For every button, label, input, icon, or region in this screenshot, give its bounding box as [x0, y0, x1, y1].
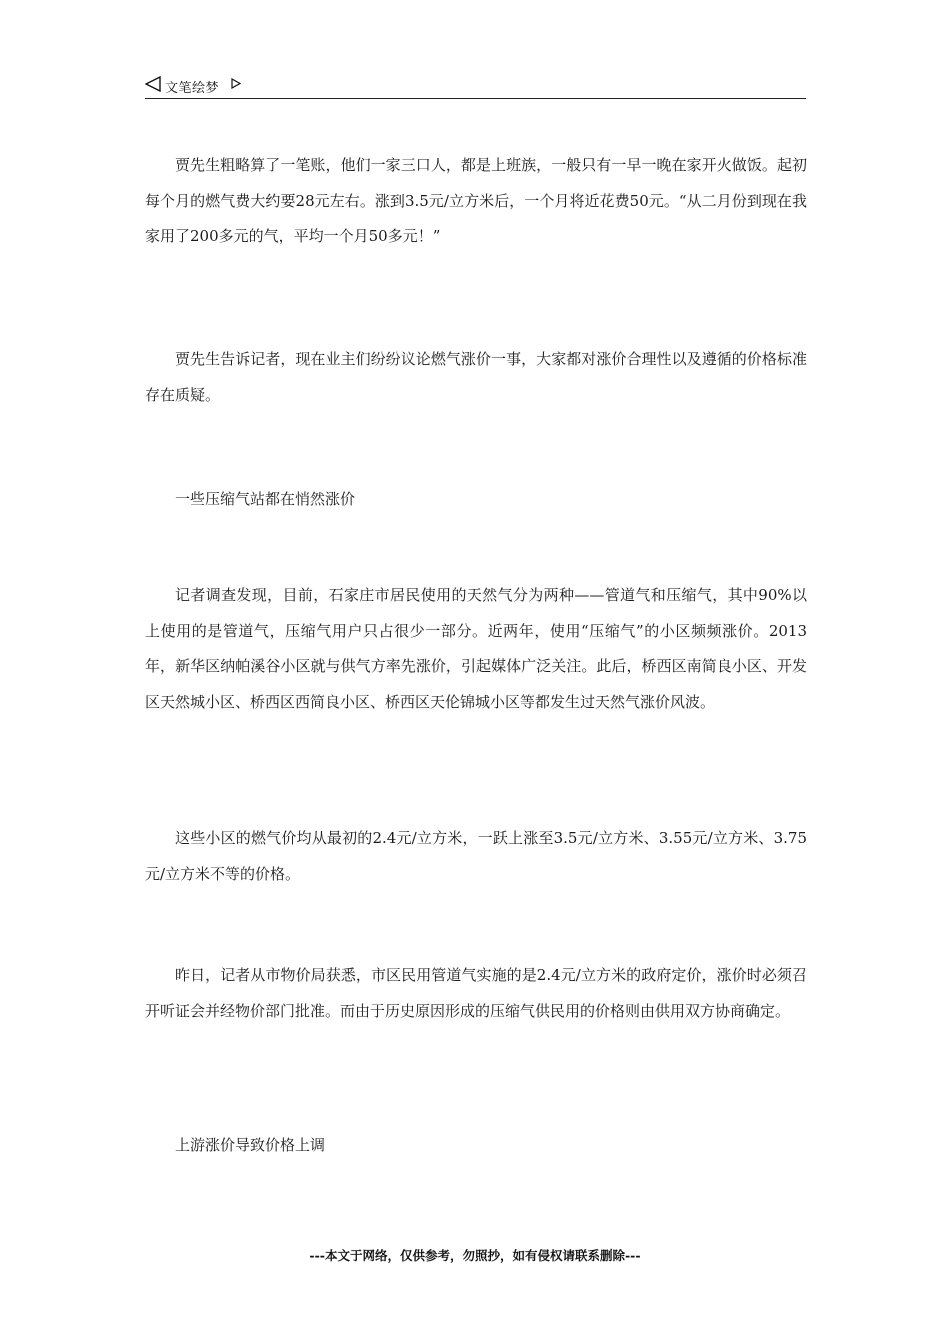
header-brand: 文笔绘梦 — [165, 81, 220, 96]
triangle-right-icon — [231, 78, 241, 89]
paragraph-3: 记者调查发现，目前，石家庄市居民使用的天然气分为两种——管道气和压缩气，其中90%以上使用的是管道气，压缩气用户只占很少一部分。近两年，使用“压缩气”的小区频频涨价。2013年，新华区纳帕溪谷小区就与供气方率先涨价，引起媒体广泛关注。此后，桥西区南简良小区、开发区天然城小区、桥西区西简良小区、桥西区天伦锦城小区等都发生过天然气涨价风波。 — [145, 586, 807, 711]
footer-notice: ---本文于网络，仅供参考，勿照抄，如有侵权请联系删除--- — [309, 1248, 641, 1263]
triangle-left-icon — [145, 76, 161, 92]
paragraph-5: 昨日，记者从市物价局获悉，市区民用管道气实施的是2.4元/立方米的政府定价，涨价时必须召开听证会并经物价部门批准。而由于历史原因形成的压缩气供民用的价格则由供用双方协商确定。 — [145, 966, 807, 1020]
paragraph-4: 这些小区的燃气价均从最初的2.4元/立方米，一跃上涨至3.5元/立方米、3.55元/立方米、3.75元/立方米不等的价格。 — [145, 829, 807, 883]
section-heading-2: 上游涨价导致价格上调 — [175, 1136, 326, 1154]
page-header — [145, 74, 806, 99]
paragraph-1: 贾先生粗略算了一笔账，他们一家三口人，都是上班族，一般只有一早一晚在家开火做饭。起初每个月的燃气费大约要28元左右。涨到3.5元/立方米后，一个月将近花费50元。“从二月份到现在我家用了200多元的气，平均一个月50多元！” — [145, 156, 807, 245]
paragraph-2: 贾先生告诉记者，现在业主们纷纷议论燃气涨价一事，大家都对涨价合理性以及遵循的价格标准存在质疑。 — [145, 350, 807, 404]
section-heading-1: 一些压缩气站都在悄然涨价 — [175, 490, 356, 508]
